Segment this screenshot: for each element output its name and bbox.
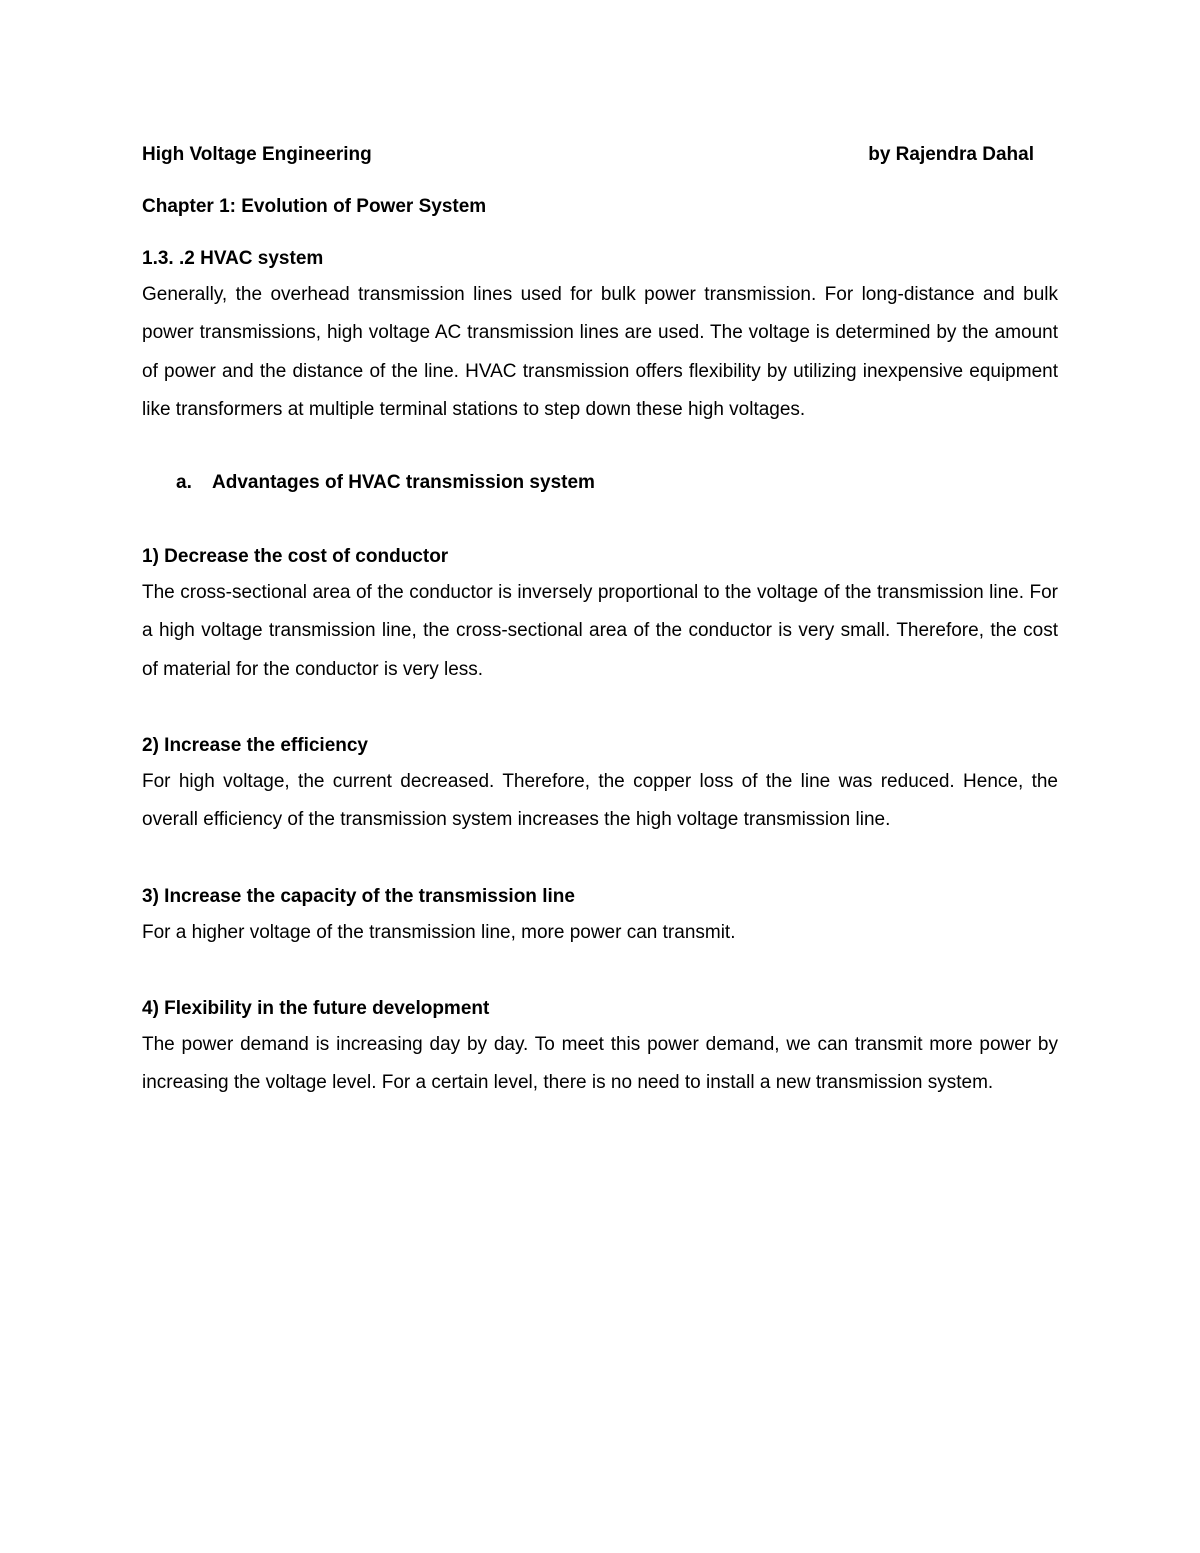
subsection-marker: a. — [176, 472, 192, 494]
advantage-heading: 3) Increase the capacity of the transmission line — [142, 885, 575, 907]
advantage-text: The cross-sectional area of the conductor is inversely proportional to the voltage of the transmission line. For a high voltage transmission line, the cross-sectional area of the conductor is very small. Therefore, the cost of material for the conductor is very less. — [142, 582, 1058, 680]
subsection-heading — [142, 466, 1058, 500]
advantage-item-4 — [142, 992, 1058, 1103]
advantage-item-2 — [142, 729, 1058, 840]
advantage-text: For a higher voltage of the transmission line, more power can transmit. — [142, 921, 736, 943]
section-paragraph: Generally, the overhead transmission lines used for bulk power transmission. For long-distance and bulk power transmissions, high voltage AC transmission lines are used. The voltage is determined by the amount of power and the distance of the line. HVAC transmission offers flexibility by utilizing inexpensive equipment like transformers at multiple terminal stations to step down these high voltages. — [142, 284, 1058, 420]
document-page — [142, 138, 1058, 1103]
subsection-title: Advantages of HVAC transmission system — [212, 472, 595, 494]
chapter-title: Chapter 1: Evolution of Power System — [142, 196, 487, 217]
advantage-item-1 — [142, 540, 1058, 689]
advantage-heading: 2) Increase the efficiency — [142, 735, 368, 757]
section-heading: 1.3. .2 HVAC system — [142, 248, 324, 269]
document-header — [142, 138, 1058, 172]
document-author: by Rajendra Dahal — [868, 144, 1034, 165]
document-title: High Voltage Engineering — [142, 144, 372, 165]
advantage-heading: 1) Decrease the cost of conductor — [142, 546, 449, 568]
advantage-text: For high voltage, the current decreased. Therefore, the copper loss of the line was reduced. Hence, the overall efficiency of the transmission system increases the high voltage transmission line. — [142, 771, 1058, 831]
advantage-heading: 4) Flexibility in the future development — [142, 997, 490, 1019]
advantage-text: The power demand is increasing day by day. To meet this power demand, we can transmit more power by increasing the voltage level. For a certain level, there is no need to install a new transmission system. — [142, 1033, 1058, 1094]
advantage-item-3 — [142, 880, 1058, 952]
